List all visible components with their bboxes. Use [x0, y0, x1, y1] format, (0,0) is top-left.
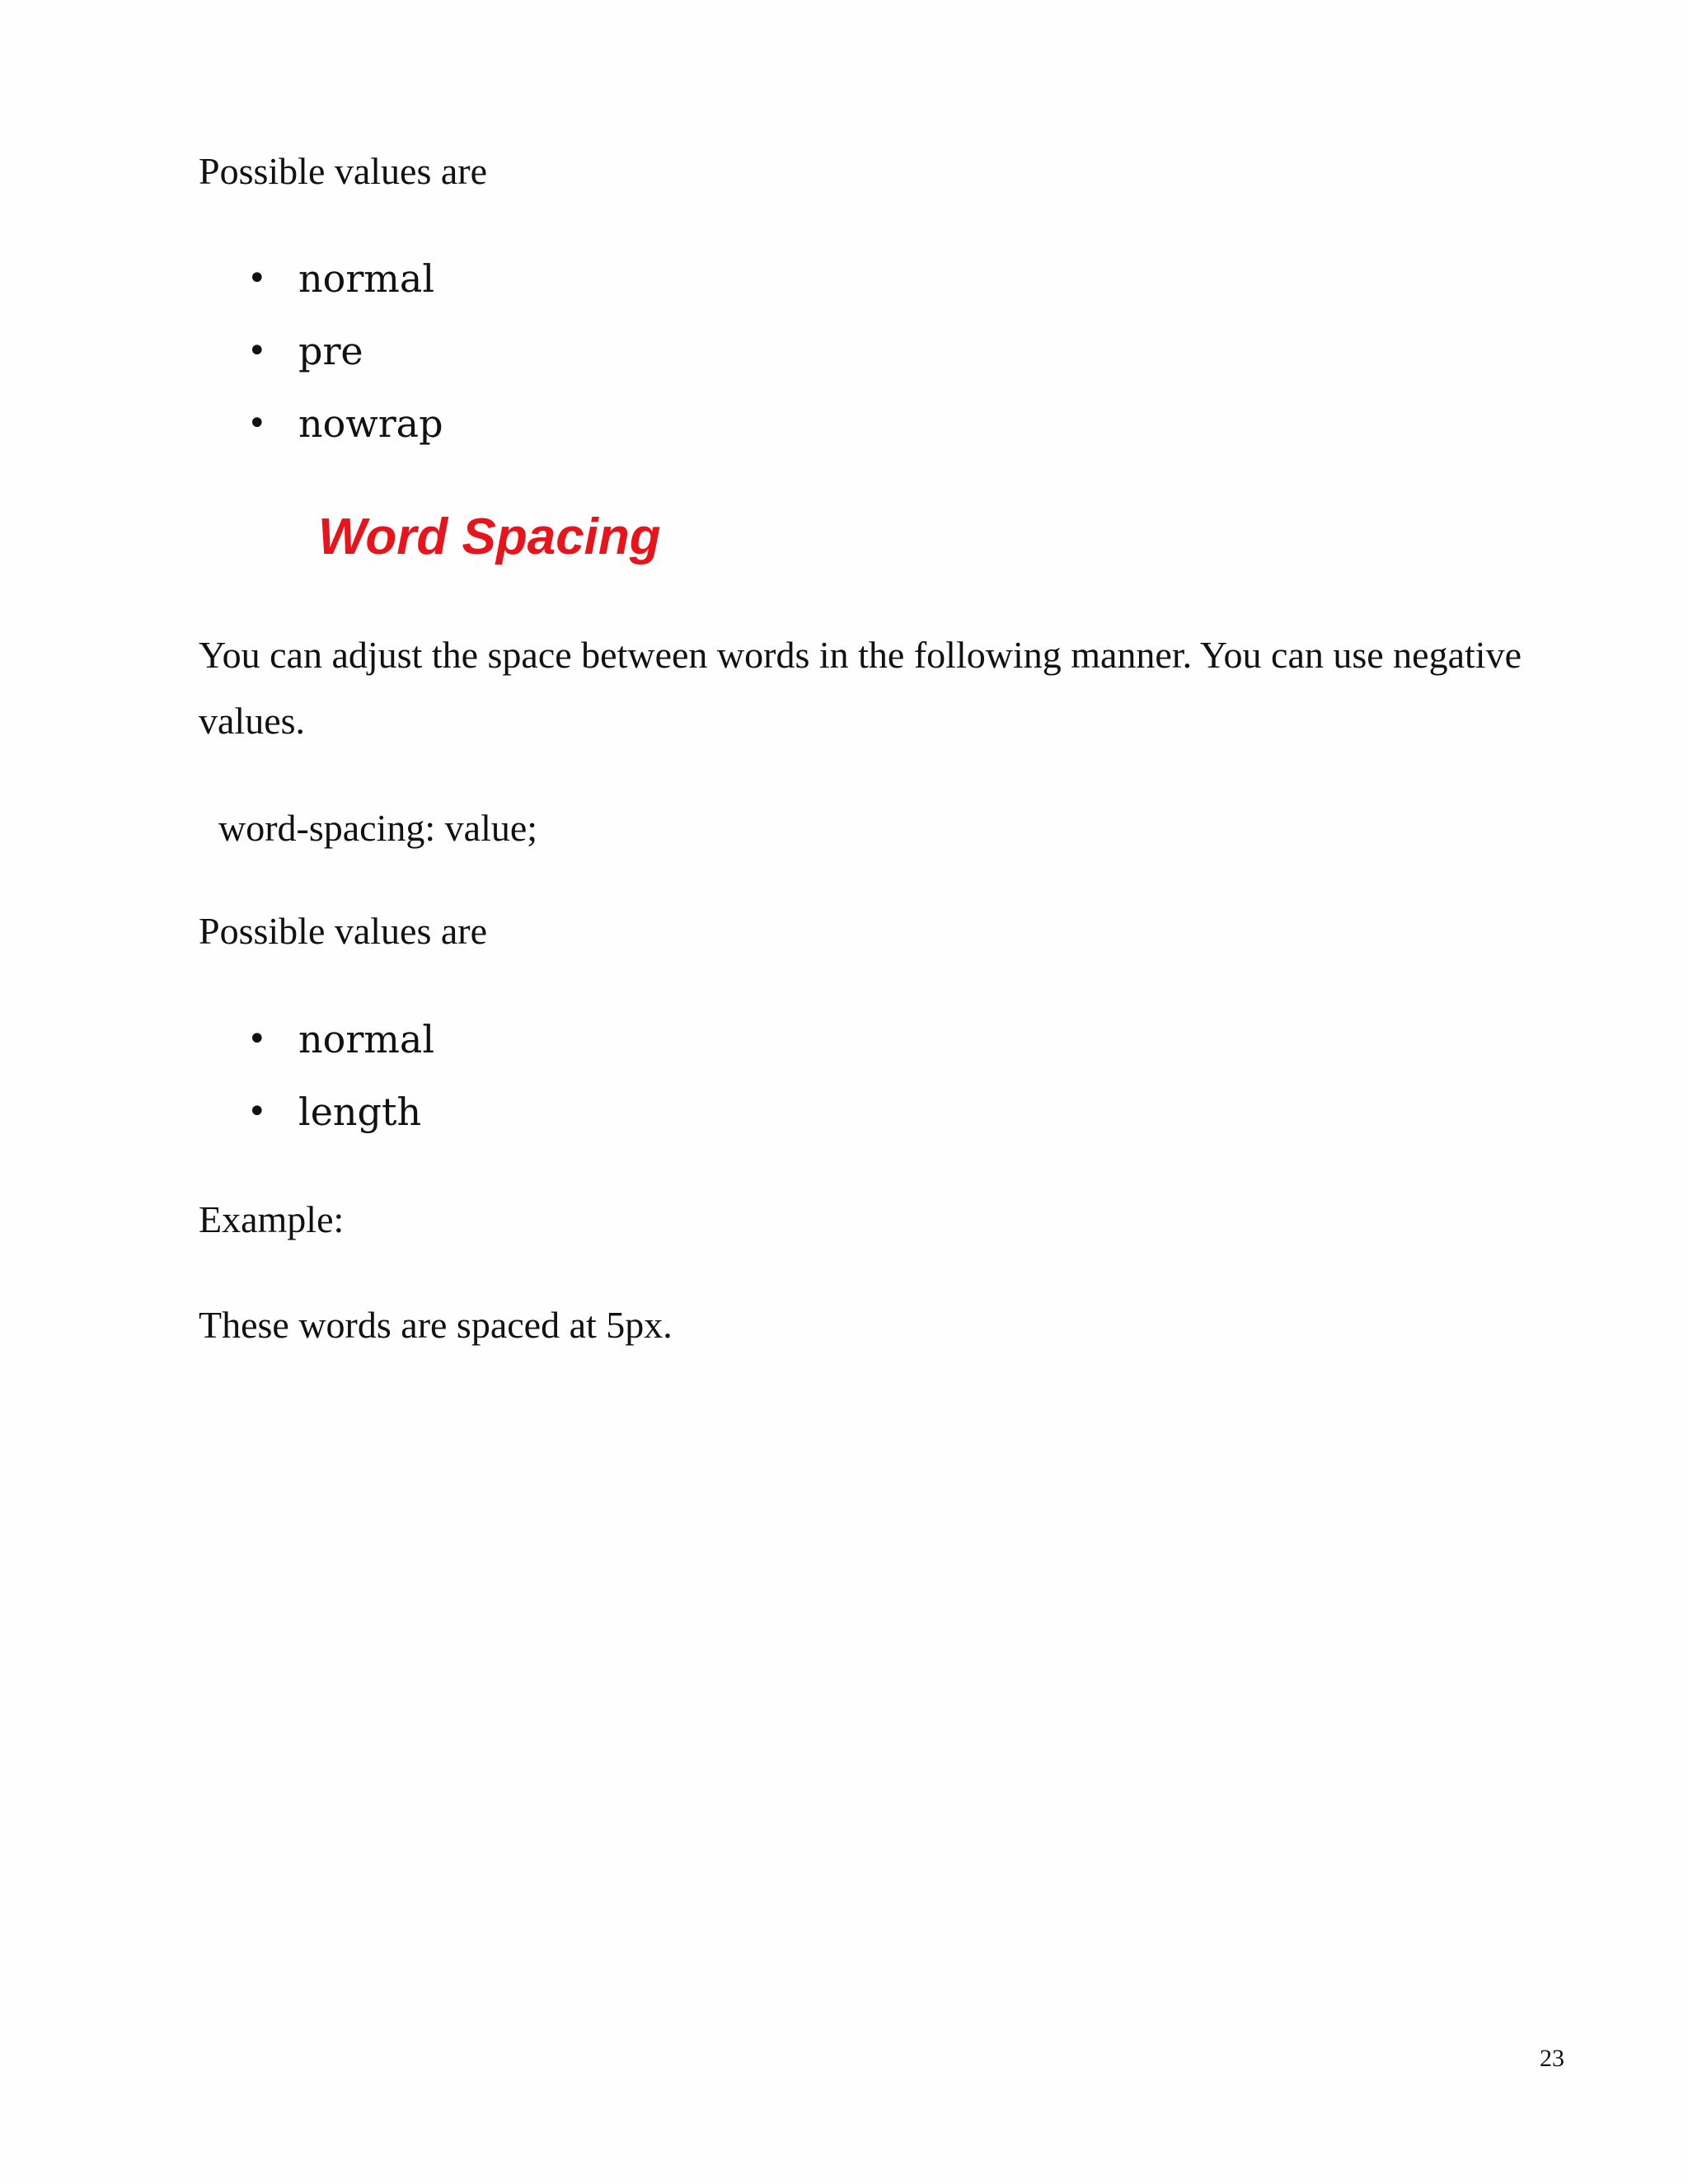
bullet-icon: •: [247, 260, 267, 298]
list-item-text: nowrap: [298, 401, 443, 446]
list-item-text: length: [298, 1090, 422, 1134]
page-number: 23: [1540, 2045, 1564, 2072]
list-item-text: pre: [298, 329, 363, 373]
section-heading: Word Spacing: [318, 509, 661, 565]
description-paragraph: You can adjust the space between words in the following manner. You can use negative values.: [199, 634, 1522, 742]
bullet-icon: •: [247, 1020, 267, 1058]
example-label: Example:: [199, 1198, 345, 1240]
list-item-text: normal: [298, 1017, 435, 1062]
syntax-line: word-spacing: value;: [218, 807, 538, 849]
bullet-icon: •: [247, 1093, 267, 1131]
possible-values-label-1: Possible values are: [199, 150, 488, 192]
bullet-icon: •: [247, 332, 267, 370]
example-text: These words are spaced at 5px.: [199, 1304, 673, 1346]
possible-values-label-2: Possible values are: [199, 910, 488, 952]
bullet-icon: •: [247, 405, 267, 443]
list-item-text: normal: [298, 256, 435, 301]
